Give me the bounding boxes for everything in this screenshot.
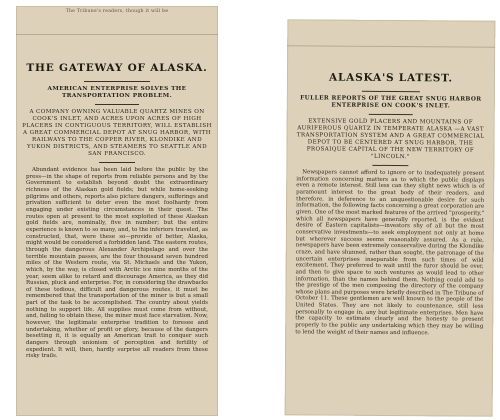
deck-rule — [372, 165, 408, 166]
right-clipping — [285, 19, 496, 416]
left-clipping — [16, 6, 218, 416]
right-article-body: Newspapers cannot afford to ignore or to inadequately present information concerning matters as to which the public displays even a remote interest. Still less can they slight news which is of paramount interest to the great body of their readers, and therefore, in deference to an unquestionable desire for such information, the following facts concerning a great corporation are given. One of the most marked features of the arrived "prosperity," which all newspapers have generally reported, is the evident desire of Eastern capitalists—investors shy of all but the most conservative investments—to seek employment not only at home but wherever success seems reasonably assured. As a rule, newspapers have been extremely conservative during the Klondike craze, and have shunned, rather than sought, the patronage of the uncertain enterprises inseparable from such times of wild excitement. They preferred to wait until the furor should be over, and then to give space to such ventures as would lead to other information, than the names behind them. Nothing could add to the prestige of the men composing the directory of the company whose plans and purposes were briefly described in The Tribune of October 11. These gentlemen are well known to the people of the United States. They are not likely to countenance, still less personally to engage in, any but legitimate enterprises. Men have the capacity to estimate clearly and the honesty to present properly to the public any undertaking which they may be willing to lend the weight of their names and influence. — [295, 169, 485, 337]
left-cut-topline: The Tribune's readers, though it will be — [65, 9, 169, 14]
fold-line — [287, 45, 495, 47]
deck-rule — [95, 104, 139, 105]
left-deck-secondary: A COMPANY OWNING VALUABLE QUARTZ MINES ON COOK'S INLET, AND ACRES UPON ACRES OF HIGH PLACERS IN CONTIGUOUS TERRITORY, WILL ESTABLISH A GREAT COMMERCIAL DEPOT AT SNUG HARBOR, WITH RAILWAYS TO THE COPPER RIVER, KLONDIKE AND YUKON DISTRICTS, AND STEAMERS TO SEATTLE AND SAN FRANCISCO. — [22, 109, 212, 157]
left-headline: THE GATEWAY OF ALASKA. — [26, 62, 208, 74]
fold-line — [16, 34, 218, 35]
right-deck-secondary: EXTENSIVE GOLD PLACERS AND MOUNTAINS OF AURIFEROUS QUARTZ IN TEMPERATE ALASKA —A VAST TRANSPORTATION SYSTEM AND A GREAT COMMERCIAL DEPOT TO BE CENTERED AT SNUG HARBOR, THE PROSAIQUE CAPITAL OF THE NEW TERRITORY OF "LINCOLN." — [296, 118, 485, 161]
deck-rule — [369, 114, 413, 115]
right-deck-primary: FULLER REPORTS OF THE GREAT SNUG HARBOR ENTERPRISE ON COOK'S INLET. — [300, 95, 482, 110]
headline-rule — [362, 91, 420, 92]
right-headline: ALASKA'S LATEST. — [329, 71, 453, 85]
left-article-body: Abundant evidence has been laid before the public by the press—in the shape of reports from reliable persons and by the Government to establish beyond doubt the extraordinary richness of the Alaskan gold fields; but while home-seeking pilgrims and others, reports also picture dangers, sufferings and privation sufficient to deter even the most foolhardy from engaging under existing circumstances in their quest. The routes open at present to the most exploited of these Alaskan gold fields are, nominally, five in number; but the entire experience is known to so many, and, to the inferiors traveled, as constructed, that, were these so—provide of better, Alaska, might would be considered a forbidden land. The eastern routes, through the dangerous Alexander Archipelago and over the terrible mountain passes, are the four thousand seven hundred miles of the Western route, via St. Michaels and the Yukon, which, by the way, is closed with Arctic ice nine months of the year, seem alike to retard and discourage America, as they did Russian, pluck and enterprise. For, in considering the drawbacks of these tedious, difficult and dangerous routes, it must be remembered that the transportation of the miner is but a small part of the task to be accomplished. The country about yields nothing to support life. All supplies must come from without, and, failing to obtain these, the miner must face starvation. Now, however, the legitimate enterprise tradition to foresee and undertaking, whether of profit or glory, because of the dangers besetting it, it is equally an American trait to conquer such dangers through unionism of perception and fertility of expedient. It will, then, hardly surprise all readers from these risky trails. — [26, 167, 208, 360]
headline-rule — [84, 81, 150, 82]
left-deck-primary: AMERICAN ENTERPRISE SOLVES THE TRANSPORTATION PROBLEM. — [47, 86, 187, 99]
deck-rule — [99, 162, 135, 163]
